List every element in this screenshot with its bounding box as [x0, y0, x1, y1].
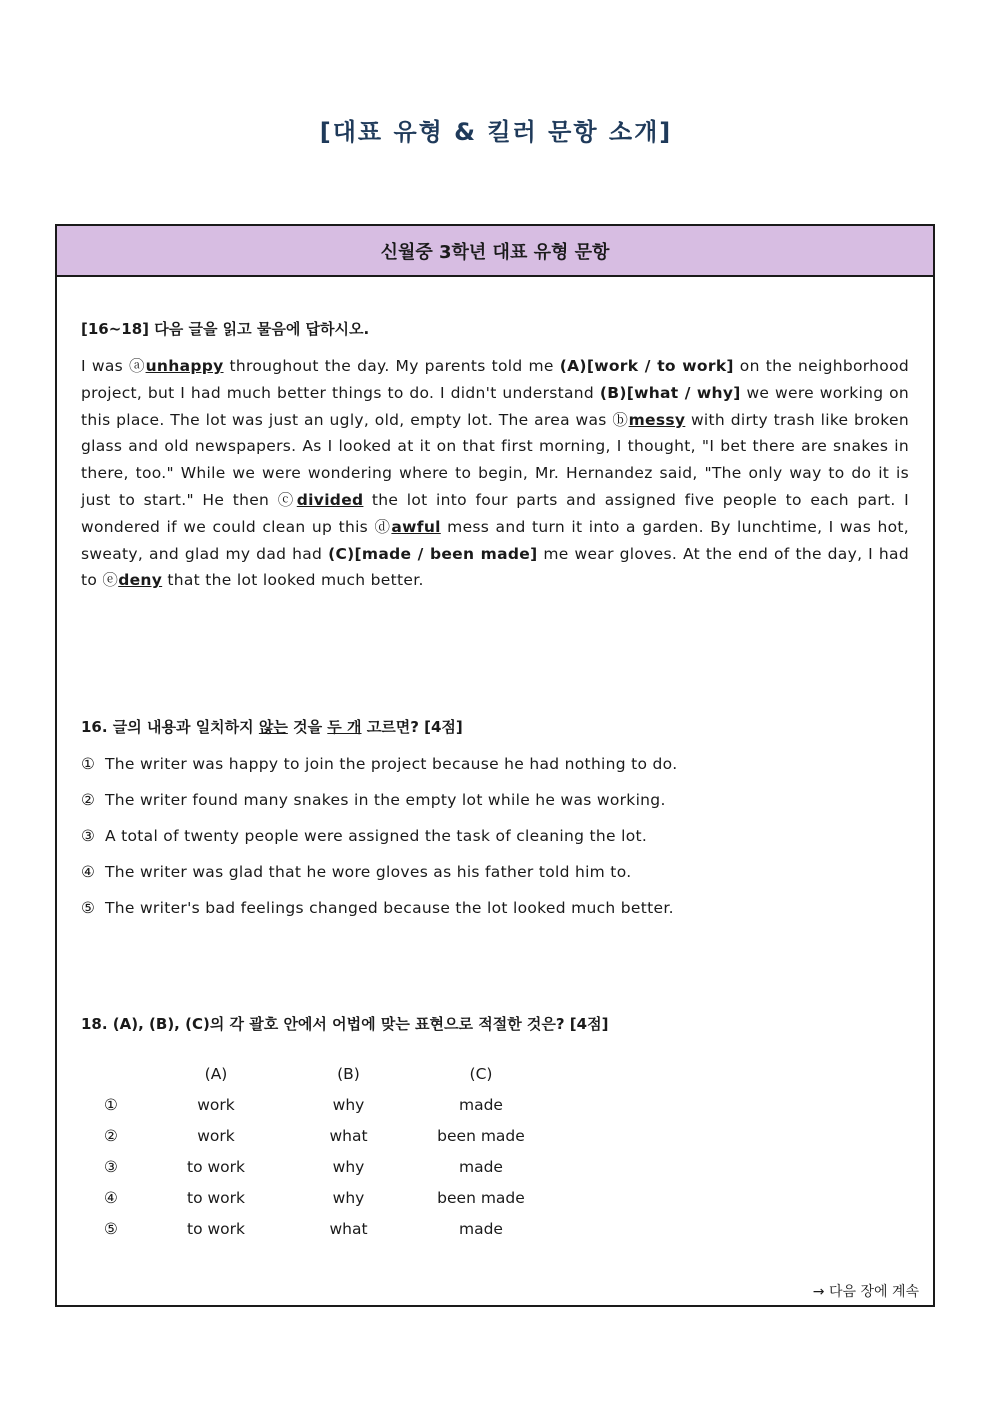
cell-a: to work [187, 1188, 245, 1207]
passage-segment: we were working on this place. The lot was just an ugly, old, empty lot. The area was [81, 383, 910, 429]
choice-A: (A)[work / to work] [559, 357, 734, 375]
mark-a: ⓐ [129, 357, 146, 375]
option-text: The writer was happy to join the project because he had nothing to do. [105, 755, 678, 773]
table-row[interactable] [81, 1151, 556, 1182]
question-18 [81, 1013, 909, 1244]
header-A: (A) [204, 1064, 228, 1083]
choice-B: (B)[what / why] [599, 383, 741, 402]
passage-segment: mess and turn it into a garden. By lunchtime, I was hot, sweaty, and glad my dad had [81, 517, 909, 563]
mark-d: ⓓ [374, 517, 392, 536]
cell-a: to work [187, 1219, 245, 1238]
cell-c: made [459, 1219, 503, 1238]
question-box [55, 224, 935, 1307]
option-5[interactable] [81, 899, 909, 920]
table-row[interactable] [81, 1213, 556, 1244]
question-18-title: 18. (A), (B), (C)의 각 괄호 안에서 어법에 맞는 표현으로 적절한 것은? [4점] [81, 1015, 609, 1033]
row-number: ④ [104, 1188, 118, 1207]
title-segment: 16. 글의 내용과 일치하지 [81, 718, 259, 736]
underlined-word-e: deny [118, 571, 163, 590]
underlined-word-d: awful [391, 517, 441, 536]
cell-b: why [332, 1157, 365, 1176]
option-text: A total of twenty people were assigned the task of cleaning the lot. [105, 827, 648, 845]
header-B: (B) [337, 1064, 360, 1083]
passage-section [81, 318, 909, 594]
mark-c: ⓒ [277, 490, 297, 509]
option-number: ② [81, 791, 96, 809]
underlined-word-c: divided [296, 490, 364, 509]
option-number: ⑤ [81, 899, 96, 917]
cell-b: why [332, 1188, 365, 1207]
passage-segment: throughout the day. My parents told me [223, 357, 560, 375]
cell-c: made [459, 1095, 503, 1114]
cell-c: made [459, 1157, 503, 1176]
answer-table [81, 1058, 556, 1244]
option-4[interactable] [81, 863, 909, 884]
table-row[interactable] [81, 1120, 556, 1151]
question-16-title [81, 716, 909, 737]
option-text: The writer's bad feelings changed because the lot looked much better. [105, 899, 674, 917]
table-row[interactable] [81, 1182, 556, 1213]
passage-segment: that the lot looked much better. [162, 571, 424, 590]
cell-a: work [197, 1095, 235, 1114]
passage-segment: on the neighborhood project, but I had much better things to do. I didn't understand [81, 357, 909, 402]
underlined-word-a: unhappy [145, 357, 224, 375]
title-segment: 고르면? [4점] [361, 718, 463, 736]
page-title: [대표 유형 & 킬러 문항 소개] [319, 118, 673, 146]
passage-segment: I was [81, 357, 129, 375]
table-cell [81, 1058, 141, 1089]
row-number: ⑤ [104, 1219, 118, 1238]
cell-b: what [329, 1219, 368, 1238]
box-header: 신월중 3학년 대표 유형 문항 [57, 226, 933, 277]
cell-c: been made [437, 1126, 525, 1145]
table-header-row [81, 1058, 556, 1089]
row-number: ② [104, 1126, 118, 1145]
mark-e: ⓔ [102, 571, 119, 590]
option-number: ④ [81, 863, 96, 881]
cell-b: what [329, 1126, 368, 1145]
cell-a: to work [187, 1157, 245, 1176]
cell-b: why [332, 1095, 365, 1114]
table-row[interactable] [81, 1089, 556, 1120]
title-underline: 않는 [258, 718, 288, 736]
continue-note: → 다음 장에 계속 [812, 1284, 919, 1300]
row-number: ③ [104, 1157, 118, 1176]
header-C: (C) [469, 1064, 493, 1083]
option-2[interactable] [81, 791, 909, 812]
underlined-word-b: messy [628, 410, 686, 429]
title-segment: 것을 [287, 718, 328, 736]
question-16 [81, 716, 909, 935]
option-number: ③ [81, 827, 96, 845]
option-1[interactable] [81, 755, 909, 776]
passage-segment: with dirty trash like broken glass and old newspapers. As I looked at it on that first morning, I thought, "I bet there are snakes in there, too." While we were wondering where to begin, Mr. Hernandez said, "The only way to do it is just to start." He then [81, 410, 909, 509]
row-number: ① [104, 1095, 118, 1114]
passage-segment: the lot into four parts and assigned five people to each part. I wondered if we could clean up this [81, 490, 909, 536]
cell-a: work [197, 1126, 235, 1145]
passage-segment: me wear gloves. At the end of the day, I had to [81, 544, 909, 590]
mark-b: ⓑ [612, 410, 629, 429]
passage-text [81, 353, 909, 594]
option-number: ① [81, 755, 96, 773]
cell-c: been made [437, 1188, 525, 1207]
choice-C: (C)[made / been made] [328, 544, 538, 563]
title-underline: 두 개 [327, 718, 362, 736]
option-3[interactable] [81, 827, 909, 848]
option-text: The writer was glad that he wore gloves as his father told him to. [105, 863, 632, 881]
instruction: [16~18] 다음 글을 읽고 물음에 답하시오. [81, 320, 370, 338]
option-text: The writer found many snakes in the empty lot while he was working. [105, 791, 666, 809]
